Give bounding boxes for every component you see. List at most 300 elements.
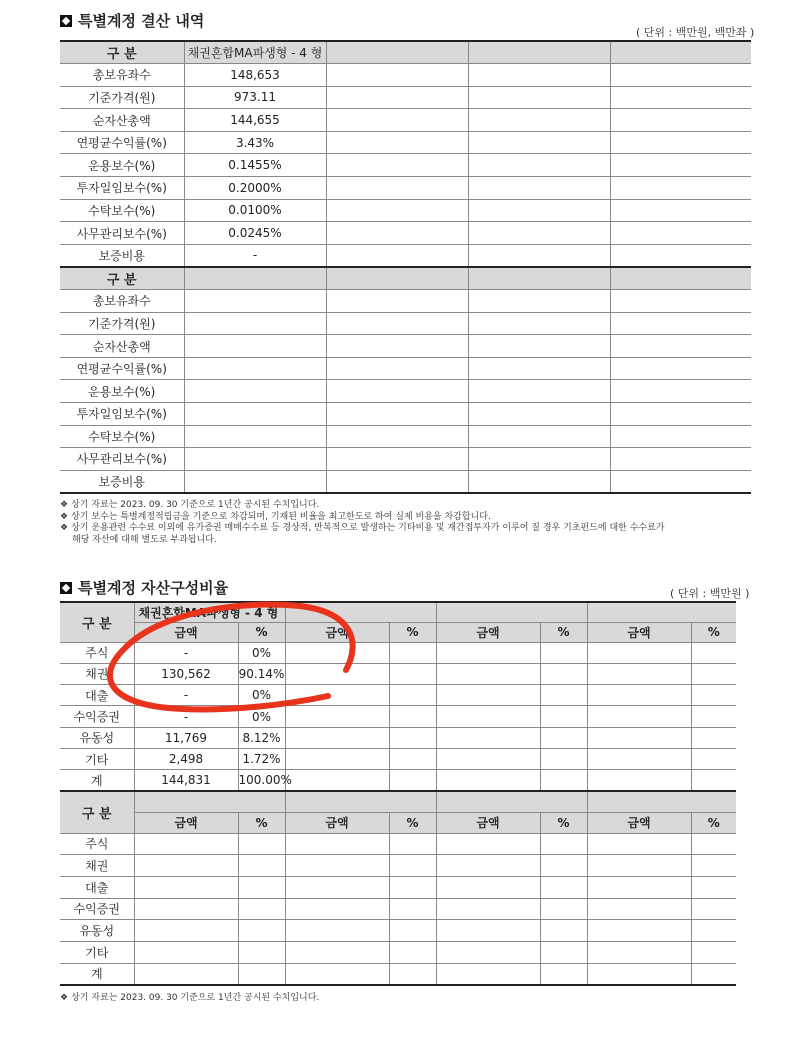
empty-cell xyxy=(436,685,540,706)
empty-cell xyxy=(468,403,610,426)
empty-cell xyxy=(326,131,468,154)
empty-cell xyxy=(540,833,587,855)
empty-cell xyxy=(587,876,691,898)
empty-cell xyxy=(540,963,587,985)
empty-cell xyxy=(389,642,436,663)
empty-cell xyxy=(468,64,610,87)
empty-cell xyxy=(610,380,751,403)
empty-cell xyxy=(691,942,736,964)
fund-name: 채권혼합MA파생형 - 4 형 xyxy=(134,602,285,622)
empty-cell xyxy=(389,770,436,791)
section1-notes xyxy=(60,500,664,546)
percent-header: % xyxy=(540,812,587,833)
percent-header: % xyxy=(691,812,736,833)
table-row xyxy=(60,770,736,791)
row-label: 기타 xyxy=(60,748,134,769)
empty-cell xyxy=(238,898,285,920)
table-row xyxy=(60,855,736,877)
empty-header-cell xyxy=(587,602,736,622)
empty-header-cell xyxy=(610,41,751,64)
table-header-row xyxy=(60,267,751,290)
empty-cell xyxy=(691,770,736,791)
empty-header-cell xyxy=(326,41,468,64)
empty-cell xyxy=(184,290,326,313)
header-label: 구 분 xyxy=(60,41,184,64)
empty-header-cell xyxy=(326,267,468,290)
empty-cell xyxy=(610,154,751,177)
row-label: 기준가격(원) xyxy=(60,86,184,109)
empty-cell xyxy=(389,963,436,985)
row-value: 0.0100% xyxy=(184,199,326,222)
empty-cell xyxy=(134,833,238,855)
empty-header-cell xyxy=(610,267,751,290)
row-label: 투자일임보수(%) xyxy=(60,177,184,200)
row-label: 대출 xyxy=(60,685,134,706)
amount-header: 금액 xyxy=(134,812,238,833)
note-line: ❖ 상기 운용관련 수수료 이외에 유가증권 매매수수료 등 경상적, 반복적으로 발생하는 기타비용 및 재간접투자가 이루어 질 경우 기초펀드에 대한 수수료가 xyxy=(60,523,665,533)
table-header-row xyxy=(60,41,751,64)
row-label: 사무관리보수(%) xyxy=(60,222,184,245)
empty-cell xyxy=(436,898,540,920)
amount-cell: - xyxy=(134,642,238,663)
table-row xyxy=(60,833,736,855)
empty-cell xyxy=(540,642,587,663)
empty-cell xyxy=(468,199,610,222)
empty-cell xyxy=(326,290,468,313)
empty-cell xyxy=(285,748,389,769)
empty-cell xyxy=(691,963,736,985)
row-label: 보증비용 xyxy=(60,244,184,267)
empty-cell xyxy=(691,855,736,877)
row-label: 수탁보수(%) xyxy=(60,425,184,448)
empty-cell xyxy=(540,876,587,898)
empty-header-cell xyxy=(468,267,610,290)
empty-cell xyxy=(436,727,540,748)
amount-cell: - xyxy=(134,706,238,727)
table-header-row xyxy=(60,791,736,812)
empty-cell xyxy=(184,448,326,471)
empty-cell xyxy=(389,727,436,748)
row-label: 유동성 xyxy=(60,920,134,942)
percent-header: % xyxy=(389,622,436,642)
row-label: 계 xyxy=(60,963,134,985)
row-label: 기타 xyxy=(60,942,134,964)
header-label: 구 분 xyxy=(60,791,134,833)
row-label: 수익증권 xyxy=(60,898,134,920)
row-label: 운용보수(%) xyxy=(60,380,184,403)
empty-cell xyxy=(587,770,691,791)
percent-cell: 90.14% xyxy=(238,663,285,684)
empty-cell xyxy=(326,357,468,380)
percent-header: % xyxy=(238,812,285,833)
empty-cell xyxy=(326,64,468,87)
empty-header-cell xyxy=(436,791,587,812)
table-row xyxy=(60,642,736,663)
table-row xyxy=(60,663,736,684)
empty-cell xyxy=(468,470,610,493)
amount-cell: 130,562 xyxy=(134,663,238,684)
empty-cell xyxy=(691,642,736,663)
row-value: 973.11 xyxy=(184,86,326,109)
table-row xyxy=(60,177,751,200)
empty-cell xyxy=(587,706,691,727)
empty-cell xyxy=(389,876,436,898)
table-row xyxy=(60,131,751,154)
percent-header: % xyxy=(389,812,436,833)
empty-header-cell xyxy=(184,267,326,290)
empty-cell xyxy=(238,876,285,898)
row-value: 148,653 xyxy=(184,64,326,87)
row-value: 0.1455% xyxy=(184,154,326,177)
empty-cell xyxy=(389,920,436,942)
empty-cell xyxy=(540,663,587,684)
empty-cell xyxy=(436,748,540,769)
empty-cell xyxy=(285,942,389,964)
empty-cell xyxy=(691,876,736,898)
table-row xyxy=(60,876,736,898)
empty-cell xyxy=(285,833,389,855)
empty-cell xyxy=(238,942,285,964)
empty-cell xyxy=(540,898,587,920)
amount-header: 금액 xyxy=(285,812,389,833)
empty-cell xyxy=(587,963,691,985)
row-label: 총보유좌수 xyxy=(60,64,184,87)
row-label: 수탁보수(%) xyxy=(60,199,184,222)
empty-cell xyxy=(468,222,610,245)
empty-cell xyxy=(326,244,468,267)
empty-cell xyxy=(468,335,610,358)
empty-cell xyxy=(610,244,751,267)
table-row xyxy=(60,685,736,706)
row-label: 주식 xyxy=(60,833,134,855)
empty-cell xyxy=(238,833,285,855)
empty-cell xyxy=(691,833,736,855)
table-row xyxy=(60,64,751,87)
row-label: 유동성 xyxy=(60,727,134,748)
empty-cell xyxy=(610,109,751,132)
empty-cell xyxy=(436,920,540,942)
percent-cell: 1.72% xyxy=(238,748,285,769)
empty-cell xyxy=(610,335,751,358)
empty-cell xyxy=(468,244,610,267)
empty-cell xyxy=(389,663,436,684)
section1-unit: ( 단위 : 백만원, 백만좌 ) xyxy=(636,26,755,39)
row-label: 투자일임보수(%) xyxy=(60,403,184,426)
empty-cell xyxy=(326,177,468,200)
empty-cell xyxy=(610,312,751,335)
empty-cell xyxy=(326,470,468,493)
table-row xyxy=(60,380,751,403)
empty-cell xyxy=(587,898,691,920)
empty-cell xyxy=(468,380,610,403)
amount-header: 금액 xyxy=(436,622,540,642)
empty-cell xyxy=(436,876,540,898)
section2-title: 특별계정 자산구성비율 xyxy=(60,577,228,598)
row-label: 순자산총액 xyxy=(60,109,184,132)
asset-composition-table xyxy=(60,601,736,986)
empty-cell xyxy=(285,770,389,791)
row-label: 총보유좌수 xyxy=(60,290,184,313)
empty-cell xyxy=(691,663,736,684)
empty-cell xyxy=(468,448,610,471)
empty-cell xyxy=(285,685,389,706)
percent-cell: 0% xyxy=(238,642,285,663)
empty-cell xyxy=(326,380,468,403)
header-label: 구 분 xyxy=(60,267,184,290)
empty-cell xyxy=(389,833,436,855)
empty-cell xyxy=(610,222,751,245)
row-label: 채권 xyxy=(60,663,134,684)
empty-cell xyxy=(134,876,238,898)
empty-cell xyxy=(285,920,389,942)
empty-cell xyxy=(468,86,610,109)
row-value: 3.43% xyxy=(184,131,326,154)
amount-header: 금액 xyxy=(587,622,691,642)
amount-cell: 2,498 xyxy=(134,748,238,769)
percent-cell: 100.00% xyxy=(238,770,285,791)
empty-cell xyxy=(468,109,610,132)
empty-cell xyxy=(587,727,691,748)
table-row xyxy=(60,425,751,448)
table-row xyxy=(60,727,736,748)
table-row xyxy=(60,942,736,964)
empty-cell xyxy=(610,64,751,87)
row-label: 주식 xyxy=(60,642,134,663)
empty-cell xyxy=(436,642,540,663)
empty-header-cell xyxy=(468,41,610,64)
row-label: 연평균수익률(%) xyxy=(60,131,184,154)
row-value: - xyxy=(184,244,326,267)
table-row xyxy=(60,403,751,426)
row-label: 기준가격(원) xyxy=(60,312,184,335)
empty-header-cell xyxy=(587,791,736,812)
empty-cell xyxy=(326,109,468,132)
empty-cell xyxy=(326,403,468,426)
empty-cell xyxy=(691,685,736,706)
row-value: 0.0245% xyxy=(184,222,326,245)
empty-cell xyxy=(134,942,238,964)
empty-cell xyxy=(587,920,691,942)
empty-cell xyxy=(540,942,587,964)
section2-unit: ( 단위 : 백만원 ) xyxy=(670,587,750,600)
empty-header-cell xyxy=(285,602,436,622)
empty-cell xyxy=(436,663,540,684)
empty-cell xyxy=(326,154,468,177)
empty-cell xyxy=(587,855,691,877)
table-row xyxy=(60,963,736,985)
table-row xyxy=(60,748,736,769)
table-row xyxy=(60,290,751,313)
percent-header: % xyxy=(238,622,285,642)
empty-cell xyxy=(468,290,610,313)
empty-cell xyxy=(285,642,389,663)
section1-title: 특별계정 결산 내역 xyxy=(60,10,204,31)
table-row xyxy=(60,706,736,727)
table-row xyxy=(60,470,751,493)
table-row xyxy=(60,109,751,132)
table-subheader-row xyxy=(60,812,736,833)
empty-cell xyxy=(587,685,691,706)
empty-cell xyxy=(134,963,238,985)
empty-cell xyxy=(468,177,610,200)
empty-cell xyxy=(184,403,326,426)
empty-cell xyxy=(587,663,691,684)
empty-cell xyxy=(610,199,751,222)
empty-cell xyxy=(691,748,736,769)
row-label: 계 xyxy=(60,770,134,791)
empty-cell xyxy=(389,855,436,877)
empty-cell xyxy=(540,727,587,748)
empty-cell xyxy=(184,335,326,358)
empty-cell xyxy=(326,86,468,109)
empty-cell xyxy=(468,312,610,335)
empty-cell xyxy=(436,855,540,877)
empty-cell xyxy=(691,898,736,920)
empty-cell xyxy=(691,727,736,748)
empty-cell xyxy=(468,154,610,177)
section-bullet-icon xyxy=(60,15,72,27)
row-label: 순자산총액 xyxy=(60,335,184,358)
empty-cell xyxy=(436,706,540,727)
note-bullet-icon: ❖ xyxy=(60,993,69,1003)
empty-cell xyxy=(134,855,238,877)
empty-cell xyxy=(326,425,468,448)
empty-cell xyxy=(389,942,436,964)
empty-cell xyxy=(326,312,468,335)
table-row xyxy=(60,86,751,109)
empty-cell xyxy=(436,770,540,791)
empty-cell xyxy=(285,663,389,684)
table-subheader-row xyxy=(60,622,736,642)
row-value: 0.2000% xyxy=(184,177,326,200)
table-row xyxy=(60,154,751,177)
header-label: 구 분 xyxy=(60,602,134,642)
empty-cell xyxy=(389,748,436,769)
empty-cell xyxy=(540,855,587,877)
empty-cell xyxy=(540,770,587,791)
empty-cell xyxy=(610,177,751,200)
empty-header-cell xyxy=(285,791,436,812)
note-line: ❖ 상기 자료는 2023. 09. 30 기준으로 1년간 공시된 수치입니다. xyxy=(60,500,320,510)
empty-cell xyxy=(610,448,751,471)
percent-header: % xyxy=(691,622,736,642)
empty-cell xyxy=(326,335,468,358)
empty-cell xyxy=(184,357,326,380)
table-row xyxy=(60,244,751,267)
table-row xyxy=(60,448,751,471)
empty-cell xyxy=(134,920,238,942)
empty-cell xyxy=(134,898,238,920)
empty-cell xyxy=(610,290,751,313)
empty-cell xyxy=(184,425,326,448)
empty-cell xyxy=(436,942,540,964)
empty-cell xyxy=(238,920,285,942)
table-row xyxy=(60,920,736,942)
note-bullet-icon: ❖ xyxy=(60,523,69,533)
table-header-row xyxy=(60,602,736,622)
empty-cell xyxy=(540,748,587,769)
amount-header: 금액 xyxy=(285,622,389,642)
empty-cell xyxy=(238,855,285,877)
empty-cell xyxy=(610,131,751,154)
empty-cell xyxy=(587,748,691,769)
table-row xyxy=(60,357,751,380)
note-line: ❖ 상기 자료는 2023. 09. 30 기준으로 1년간 공시된 수치입니다. xyxy=(60,993,320,1003)
percent-cell: 8.12% xyxy=(238,727,285,748)
empty-cell xyxy=(436,963,540,985)
empty-cell xyxy=(540,920,587,942)
empty-cell xyxy=(285,727,389,748)
row-label: 운용보수(%) xyxy=(60,154,184,177)
empty-cell xyxy=(285,855,389,877)
empty-cell xyxy=(326,222,468,245)
empty-cell xyxy=(468,357,610,380)
empty-cell xyxy=(691,706,736,727)
row-label: 보증비용 xyxy=(60,470,184,493)
empty-cell xyxy=(285,898,389,920)
note-bullet-icon: ❖ xyxy=(60,511,69,522)
empty-cell xyxy=(389,685,436,706)
empty-cell xyxy=(184,470,326,493)
empty-cell xyxy=(587,642,691,663)
row-label: 연평균수익률(%) xyxy=(60,357,184,380)
empty-header-cell xyxy=(134,791,285,812)
row-label: 대출 xyxy=(60,876,134,898)
percent-cell: 0% xyxy=(238,685,285,706)
fund-name: 채권혼합MA파생형 - 4 형 xyxy=(184,41,326,64)
empty-cell xyxy=(238,963,285,985)
percent-cell: 0% xyxy=(238,706,285,727)
table-row xyxy=(60,898,736,920)
table-row xyxy=(60,335,751,358)
empty-cell xyxy=(184,312,326,335)
row-label: 채권 xyxy=(60,855,134,877)
empty-header-cell xyxy=(436,602,587,622)
empty-cell xyxy=(540,706,587,727)
table-row xyxy=(60,199,751,222)
empty-cell xyxy=(691,920,736,942)
empty-cell xyxy=(326,448,468,471)
empty-cell xyxy=(610,403,751,426)
empty-cell xyxy=(610,357,751,380)
empty-cell xyxy=(285,876,389,898)
empty-cell xyxy=(610,470,751,493)
empty-cell xyxy=(587,833,691,855)
empty-cell xyxy=(389,898,436,920)
note-bullet-icon: ❖ xyxy=(60,500,69,510)
amount-header: 금액 xyxy=(436,812,540,833)
empty-cell xyxy=(610,425,751,448)
table-row xyxy=(60,312,751,335)
amount-header: 금액 xyxy=(134,622,238,642)
amount-header: 금액 xyxy=(587,812,691,833)
section2-notes xyxy=(60,993,319,1005)
percent-header: % xyxy=(540,622,587,642)
amount-cell: - xyxy=(134,685,238,706)
empty-cell xyxy=(468,131,610,154)
table-row xyxy=(60,222,751,245)
empty-cell xyxy=(540,685,587,706)
amount-cell: 11,769 xyxy=(134,727,238,748)
empty-cell xyxy=(587,942,691,964)
empty-cell xyxy=(285,963,389,985)
empty-cell xyxy=(610,86,751,109)
empty-cell xyxy=(184,380,326,403)
row-label: 수익증권 xyxy=(60,706,134,727)
empty-cell xyxy=(436,833,540,855)
note-line: 해당 자산에 대해 별도로 부과됩니다. xyxy=(72,534,217,545)
settlement-table xyxy=(60,40,751,494)
